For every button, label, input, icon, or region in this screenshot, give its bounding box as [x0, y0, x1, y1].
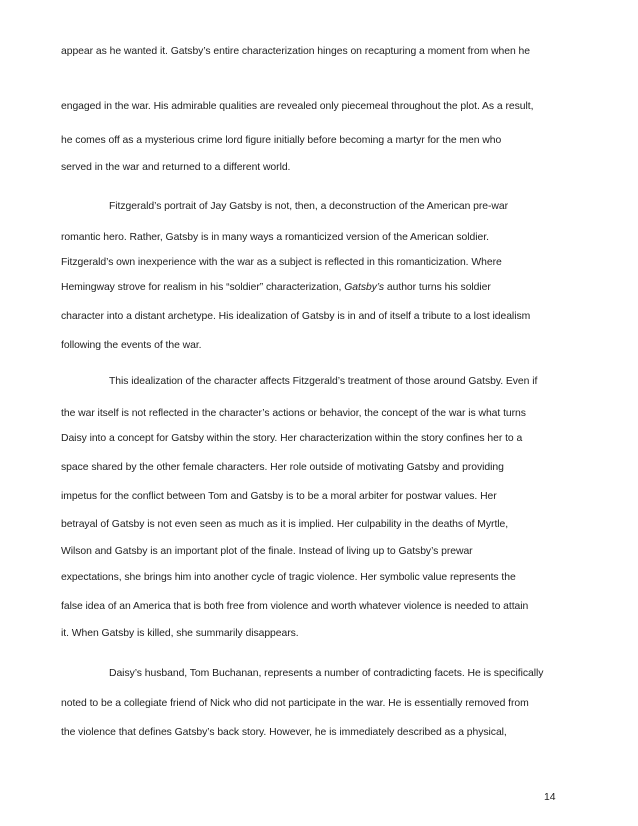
text-line-12: the war itself is not reflected in the character’s actions or behavior, the concept of the war is what turns [61, 408, 526, 419]
text-line-1: appear as he wanted it. Gatsby’s entire characterization hinges on recapturing a moment from when he [61, 46, 531, 57]
text-line-3: he comes off as a mysterious crime lord figure initially before becoming a martyr for the men who [61, 135, 502, 146]
text-line-5: Fitzgerald’s portrait of Jay Gatsby is not, then, a deconstruction of the American pre-war [109, 201, 509, 212]
text-line-9: character into a distant archetype. His idealization of Gatsby is in and of itself a tribute to a lost idealism [61, 311, 531, 322]
text-line-21: Daisy’s husband, Tom Buchanan, represents a number of contradicting facets. He is specifically [109, 668, 544, 679]
text-line-13: Daisy into a concept for Gatsby within the story. Her characterization within the story confines her to a [61, 433, 523, 444]
text-line-4: served in the war and returned to a different world. [61, 162, 291, 173]
text-line-8 [61, 281, 491, 295]
italic-title-gatsbys: Gatsby’s [344, 282, 385, 293]
text-line-11: This idealization of the character affects Fitzgerald’s treatment of those around Gatsby. Even if [109, 376, 538, 387]
text-line-10: following the events of the war. [61, 340, 202, 351]
text-line-23: the violence that defines Gatsby’s back story. However, he is immediately described as a physical, [61, 727, 507, 738]
text-line-8-start: Hemingway strove for realism in his “soldier” characterization, [61, 282, 345, 293]
page-number: 14 [544, 792, 556, 803]
text-line-18: expectations, she brings him into another cycle of tragic violence. Her symbolic value represents the [61, 572, 516, 583]
text-line-7: Fitzgerald’s own inexperience with the war as a subject is reflected in this romanticization. Where [61, 257, 502, 268]
text-line-17: Wilson and Gatsby is an important plot of the finale. Instead of living up to Gatsby’s prewar [61, 546, 473, 557]
text-line-16: betrayal of Gatsby is not even seen as much as it is implied. Her culpability in the deaths of Myrtle, [61, 519, 509, 530]
text-line-8-end: author turns his soldier [384, 282, 491, 293]
text-line-19: false idea of an America that is both free from violence and worth whatever violence is needed to attain [61, 601, 529, 612]
text-line-22: noted to be a collegiate friend of Nick who did not participate in the war. He is essentially removed from [61, 698, 529, 709]
text-line-2: engaged in the war. His admirable qualities are revealed only piecemeal throughout the plot. As a result, [61, 101, 534, 112]
text-line-14: space shared by the other female characters. Her role outside of motivating Gatsby and providing [61, 462, 504, 473]
text-line-20: it. When Gatsby is killed, she summarily disappears. [61, 628, 299, 639]
text-line-6: romantic hero. Rather, Gatsby is in many ways a romanticized version of the American soldier. [61, 232, 489, 243]
text-line-15: impetus for the conflict between Tom and Gatsby is to be a moral arbiter for postwar values. Her [61, 491, 497, 502]
